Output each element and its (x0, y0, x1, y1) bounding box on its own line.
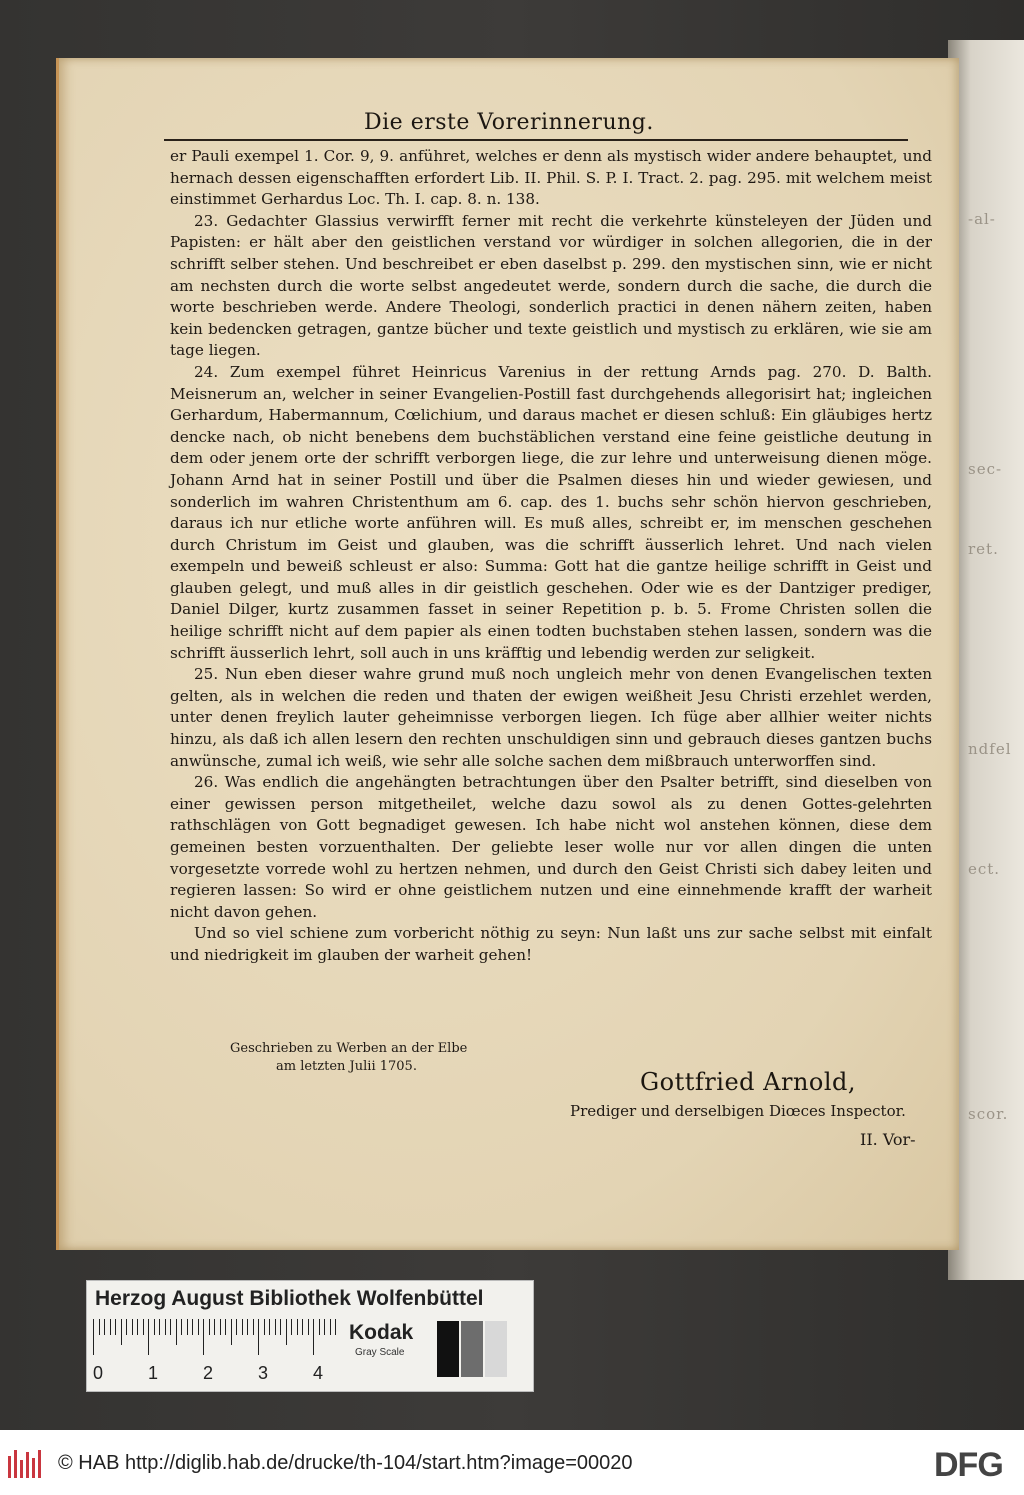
ruler-tick (148, 1319, 149, 1355)
ruler-tick (165, 1319, 166, 1335)
paragraph: 24. Zum exempel führet Heinricus Varenius in der rettung Arnds pag. 270. D. Balth. Meisnerum an, welcher in seiner Evangelien-Postill fast durchgehends allegorisirt hat; ingleichen Gerhardum, Habermannum, Cœlichium, und daraus machet er diesen schluß: Ein gläubiges hertz dencke nach, ob nicht benebens dem buchstäblichen verstand eine feine geistliche deutung in dem oder jenem orte der schrifft verborgen liege, die zur lehre und unterweisung dienen möge. Johann Arnd hat in seiner Postill und über die Psalmen dieses hin und wieder gewiesen, und sonderlich im wahren Christenthum am 6. cap. des 1. buchs sehr schön hiervon geschrieben, daraus ich nur etliche worte anführen will. Es muß alles, schreibt er, im menschen geschehen durch Christum im Geist und glauben, was die schrifft äusserlich lehret. Und nach vielen exempeln und beweiß schleust er also: Summa: Gott hat die gantze heilige schrifft in Geist und glauben gelegt, und muß alles in dir geistlich geschehen. Oder wie es der Dantziger prediger, Daniel Dilger, kurtz zusammen fasset in seiner Repetition p. b. 5. Frome Christen sollen die heilige schrifft nicht auf dem papier als einen todten buchstaben stehen lassen, sondern was die schrifft äusserlich lehrt, soll auch in uns kräfftig und lebendig werden zur seligkeit. (170, 362, 932, 662)
ruler-tick (187, 1319, 188, 1335)
adjacent-page-edge (948, 40, 1024, 1280)
ruler-tick (110, 1319, 111, 1335)
kodak-subtitle: Gray Scale (355, 1347, 405, 1358)
paragraph: er Pauli exempel 1. Cor. 9, 9. anführet, welches er denn als mystisch wider andere behauptet, und hernach dessen eigenschafften erfordert Lib. II. Phil. S. P. I. Tract. 2. pag. 295. mit welchem meist einstimmet Gerhardus Loc. Th. I. cap. 8. n. 138. (170, 147, 932, 209)
ruler-tick (176, 1319, 177, 1345)
gray-swatch (437, 1321, 459, 1377)
ruler-tick (203, 1319, 204, 1355)
paragraph: 23. Gedachter Glassius verwirfft ferner mit recht die verkehrte künsteleyen der Jüden und Papisten: er hält aber den geistlichen verstand vor würdiger in solchen allegorien, die in der schrifft selber stehen. Und beschreibet er eben daselbst p. 299. den mystischen sinn, wie er nicht am nechsten durch die worte selbst angedeutet werde, sondern durch die sache, die durch die worte beschrieben werde. Andere Theologi, sonderlich practici in denen nähern zeiten, haben kein bedencken getragen, gantze bücher und texte geistlich und mystisch zu erklären, wie sie am tage liegen. (170, 211, 932, 360)
dateline-date: am letzten Julii 1705. (276, 1059, 417, 1074)
ruler-tick (209, 1319, 210, 1335)
ruler-tick (247, 1319, 248, 1335)
signature-title: Prediger und derselbigen Diœces Inspector. (570, 1102, 906, 1120)
ruler-tick (121, 1319, 122, 1345)
ruler-tick (214, 1319, 215, 1335)
ruler-tick (225, 1319, 226, 1335)
ruler-tick (242, 1319, 243, 1335)
ruler-tick (275, 1319, 276, 1335)
ruler-tick (231, 1319, 232, 1345)
ruler-tick (93, 1319, 94, 1355)
ghost-fragment: sec- (968, 460, 1003, 478)
paragraph: Und so viel schiene zum vorbericht nöthig zu seyn: Nun laßt uns zur sache selbst mit einfalt und niedrigkeit im glauben der warheit gehen! (170, 924, 932, 964)
ruler-tick (132, 1319, 133, 1335)
ruler-tick (137, 1319, 138, 1335)
ruler-tick (264, 1319, 265, 1335)
ghost-fragment: ect. (968, 860, 1001, 878)
ruler-tick (297, 1319, 298, 1335)
kodak-brand: Kodak (349, 1321, 414, 1344)
ruler-tick (220, 1319, 221, 1335)
ruler-tick (236, 1319, 237, 1335)
ruler-tick (154, 1319, 155, 1335)
ruler-tick (198, 1319, 199, 1335)
ruler-tick (258, 1319, 259, 1355)
ruler-tick (159, 1319, 160, 1335)
ruler-number: 0 (93, 1363, 104, 1383)
gray-swatch (485, 1321, 507, 1377)
ruler-tick (253, 1319, 254, 1335)
barcode-icon (8, 1450, 42, 1478)
ruler-tick (280, 1319, 281, 1335)
ruler-number: 2 (203, 1363, 214, 1383)
paragraph: 25. Nun eben dieser wahre grund muß noch ungleich mehr von denen Evangelischen texten gelten, als in welchen die reden und thaten der ewigen weißheit Jesu Christi erzehlet werden, unter denen freylich lauter geheimnisse verborgen liegen. Ich füge aber allhier weiter nichts hinzu, als daß ich allen lesern den rechten unschuldigen sinn und gebrauch dieses gantzen buchs anwünsche, zumal ich weiß, wie sehr alle solche sachen dem mißbrauch unterworffen sind. (170, 665, 932, 770)
ruler-tick (302, 1319, 303, 1335)
ruler-tick (291, 1319, 292, 1335)
ghost-fragment: ret. (968, 540, 999, 558)
ruler-number: 3 (258, 1363, 269, 1383)
gray-swatch (461, 1321, 483, 1377)
dateline-place: Geschrieben zu Werben an der Elbe (230, 1041, 468, 1056)
ghost-fragment: ndfel (968, 740, 1012, 758)
copyright-link[interactable]: © HAB http://diglib.hab.de/drucke/th-104/start.htm?image=00020 (58, 1452, 633, 1474)
ghost-fragment: scor. (968, 1105, 1009, 1123)
ghost-fragment: -al- (968, 210, 996, 228)
ruler-scale (93, 1319, 343, 1385)
ruler-tick (192, 1319, 193, 1335)
catchword: II. Vor- (860, 1130, 916, 1149)
color-calibration-card (86, 1280, 534, 1392)
ruler-tick (324, 1319, 325, 1335)
ruler-tick (181, 1319, 182, 1335)
ruler-number: 1 (148, 1363, 159, 1383)
paragraph: 26. Was endlich die angehängten betrachtungen über den Psalter betrifft, sind dieselben von einer gewissen person mitgetheilet, welche dazu sowol als zu denen Gottes-gelehrten rathschlägen von Gott begnadiget gewesen. Ich habe nicht wol anstehen können, diese dem gemeinen besten vorzuenthalten. Der geliebte leser wolle nur vor allen dingen die unten vorgesetzte vorrede wohl zu hertzen nehmen, und durch den Geist Christi sich dabey leiten und regieren lassen: So wird er ohne geistlichem nutzen und eine einnehmende krafft der warheit nicht davon gehen. (170, 773, 932, 921)
ruler-tick (313, 1319, 314, 1355)
signature-name: Gottfried Arnold, (640, 1068, 857, 1096)
ruler-tick (330, 1319, 331, 1335)
ruler-tick (143, 1319, 144, 1335)
ruler-number: 4 (313, 1363, 324, 1383)
ruler-tick (104, 1319, 105, 1335)
ruler-tick (99, 1319, 100, 1335)
ruler-tick (286, 1319, 287, 1345)
running-header: Die erste Vorerinnerung. (364, 110, 654, 135)
header-rule (164, 139, 908, 141)
body-text (170, 146, 932, 967)
ruler-tick (269, 1319, 270, 1335)
dateline (230, 1040, 467, 1076)
ruler-tick (319, 1319, 320, 1335)
ruler-tick (126, 1319, 127, 1335)
ruler-tick (308, 1319, 309, 1335)
library-name: Herzog August Bibliothek Wolfenbüttel (95, 1287, 484, 1310)
dfg-logo: DFG (934, 1446, 1003, 1484)
ruler-tick (115, 1319, 116, 1335)
ruler-tick (170, 1319, 171, 1335)
footer (0, 1430, 1024, 1495)
ruler-tick (335, 1319, 336, 1335)
